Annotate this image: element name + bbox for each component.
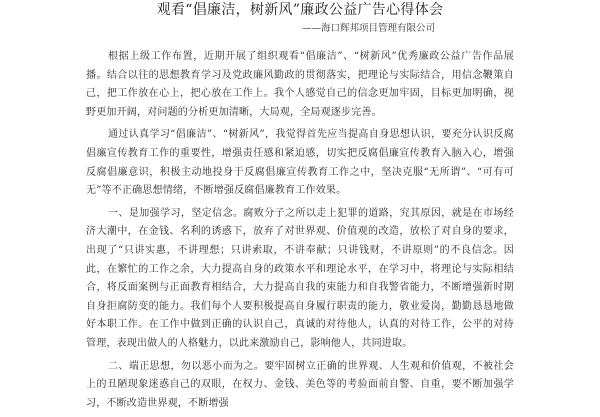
paragraph-intro: 根据上级工作布置，近期开展了组织观看“倡廉洁”、“树新风”优秀廉政公益广告作品展播。结合以往的思想教育学习及党政廉风勤政的贯彻落实，把理论与实际结合，用信念鞭策自己，把工作放在心上，把心放在工作上。我个人感觉自己的信念更加牢固，目标更加明确，视野更加开阔，对问题的分析更加清晰，大局观，全局观逐步完善。 (86, 51, 514, 118)
document-body (86, 48, 514, 417)
document-byline: ——海口辉邦项目管理有限公司 (301, 23, 435, 34)
paragraph-study: 通过认真学习“倡廉洁”、“树新风”，我觉得首先应当提高自身思想认识，要充分认识反腐倡廉宣传教育工作的重要性，增强责任感和紧迫感，切实把反腐倡廉宣传教育入脑入心，增强反腐倡廉意识，积极主动地投身于反腐倡廉宣传教育工作之中，坚决克服“无所谓”、“可有可无”等不正确思想情绪，不断增强反腐倡廉教育工作效果。 (86, 129, 514, 197)
paragraph-point-two: 二、端正思想，勿以恶小而为之。要牢固树立正确的世界观、人生观和价值观，不被社会上的丑陋现象迷惑自己的双眼，在权力、金钱、美色等的考验面前自警、自重，要不断加强学习，不断改造世界观，不断增强 (86, 360, 514, 409)
document-title: 观看“倡廉洁，树新风”廉政公益广告心得体会 (156, 2, 444, 18)
paragraph-point-one: 一、是加强学习，坚定信念。腐败分子之所以走上犯罪的道路，究其原因，就是在市场经济大潮中，在金钱、名利的诱惑下，放弃了对世界观、价值观的改造，放松了对自身的要求，出现了“只讲实惠，不讲理想；只讲索取，不讲奉献；只讲钱财，不讲原则”的不良信念。因此，在繁忙的工作之余，大力提高自身的政策水平和理论水平，在学习中，将理论与实际相结合，将反面案例与正面教育相结合，大力提高自我的束能力和自我警省能力，不断增强新时期自身拒腐防变的能力。我们每个人要积极提高自身履行职责的能力，敬业爱岗，勤勤恳恳地做好本职工作。在工作中做到正确的认识自己，真诚的对待他人，认真的对待工作，公平的对待管理，表现出做人的人格魅力，以此来激励自己，影响他人，共同进取。 (86, 207, 514, 349)
